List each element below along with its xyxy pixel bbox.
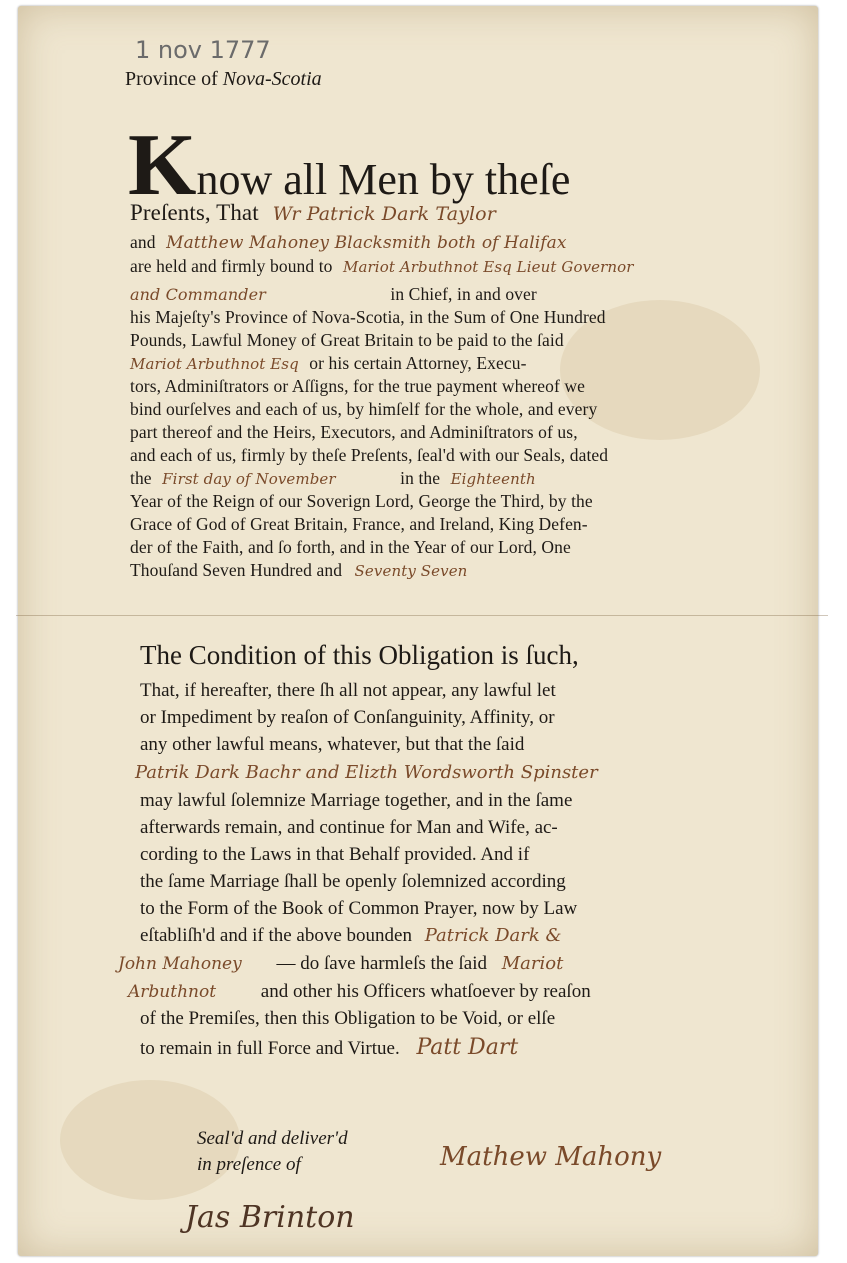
heading-rest: now all Men by theſe <box>196 155 571 204</box>
bond-line <box>130 307 606 328</box>
sealed-line: in preſence of <box>197 1154 301 1175</box>
bond-line <box>130 399 597 420</box>
condition-line <box>140 817 558 839</box>
condition-line <box>140 898 577 920</box>
bond-text: bind ourſelves and each of us, by himſelf for the whole, and every <box>130 399 598 419</box>
bond-line <box>130 284 537 305</box>
condition-line <box>140 925 562 947</box>
bond-line <box>130 537 571 558</box>
bond-text: der of the Faith, and ſo forth, and in the Year of our Lord, One <box>130 537 571 557</box>
archive-note: 1 nov 1777 <box>135 36 271 64</box>
condition-text: any other lawful means, whatever, but that the ſaid <box>140 734 525 755</box>
condition-text: the ſame Marriage ſhall be openly ſolemnized according <box>140 871 566 892</box>
bond-line <box>130 491 593 512</box>
bond-line <box>130 468 536 489</box>
bond-text: Year of the Reign of our Soverign Lord, George the Third, by the <box>130 491 593 511</box>
condition-line <box>140 734 524 756</box>
bond-handwriting: Seventy Seven <box>354 562 468 580</box>
condition-handwriting: Patrik Dark Bachr and Elizth Wordsworth Spinster <box>135 762 598 783</box>
condition-handwriting: John Mahoney <box>118 954 242 974</box>
bond-text: or his certain Attorney, Execu- <box>309 353 527 373</box>
condition-handwriting: Mariot <box>501 953 564 974</box>
bond-line <box>130 422 578 443</box>
condition-text: cording to the Laws in that Behalf provided. And if <box>140 844 530 865</box>
bond-text: Pounds, Lawful Money of Great Britain to be paid to the ſaid <box>130 330 564 350</box>
bond-line <box>130 445 608 466</box>
bond-line <box>130 376 585 397</box>
bond-text: and <box>130 232 156 252</box>
condition-line <box>140 844 529 866</box>
bond-text: the <box>130 468 152 488</box>
condition-text: and other his Officers whatſoever by reaſon <box>260 981 591 1002</box>
bond-text: in the <box>400 468 441 488</box>
bond-line <box>130 232 567 253</box>
condition-line <box>140 1008 555 1030</box>
condition-heading: The Condition of this Obligation is ſuch, <box>140 640 579 670</box>
condition-line <box>128 981 591 1003</box>
signature-witness: Jas Brinton <box>185 1200 355 1235</box>
condition-text: to the Form of the Book of Common Prayer, now by Law <box>140 898 578 919</box>
bond-line <box>130 330 564 351</box>
condition-text: may lawful ſolemnize Marriage together, and in the ſame <box>140 790 573 811</box>
province-label: Province of <box>125 68 223 90</box>
bond-text: Thouſand Seven Hundred and <box>130 560 343 580</box>
bond-line <box>130 560 467 581</box>
heading-initial: K <box>128 117 197 214</box>
bond-handwriting: Mariot Arbuthnot Esq Lieut Governor <box>343 258 634 276</box>
signature-mahony: Mathew Mahony <box>440 1142 662 1172</box>
bond-handwriting: and Commander <box>130 285 266 304</box>
condition-text: afterwards remain, and continue for Man and Wife, ac- <box>140 817 558 838</box>
condition-handwriting: Arbuthnot <box>128 982 217 1002</box>
sealed-line: Seal'd and deliver'd <box>197 1128 348 1149</box>
bond-text: and each of us, firmly by theſe Preſents, ſeal'd with our Seals, dated <box>130 445 609 465</box>
condition-line <box>140 707 555 729</box>
bond-line <box>130 200 496 226</box>
bond-text: Preſents, That <box>130 200 259 225</box>
province-line <box>125 68 322 91</box>
condition-text: eſtabliſh'd and if the above bounden <box>140 925 412 946</box>
bond-handwriting: Mariot Arbuthnot Esq <box>130 355 299 373</box>
condition-line <box>140 871 566 893</box>
fold-line <box>16 615 828 616</box>
bond-handwriting: Eighteenth <box>450 470 536 488</box>
condition-handwriting: Patrick Dark & <box>424 925 562 946</box>
bond-line <box>130 514 588 535</box>
bond-handwriting: Matthew Mahoney Blacksmith both of Halifax <box>166 233 567 253</box>
bond-text: his Majeſty's Province of Nova-Scotia, in the Sum of One Hundred <box>130 307 606 327</box>
bond-line <box>130 353 527 374</box>
condition-text: — do ſave harmleſs the ſaid <box>276 953 487 974</box>
bond-text: part thereof and the Heirs, Executors, and Adminiſtrators of us, <box>130 422 578 442</box>
condition-line <box>140 790 572 812</box>
condition-text: or Impediment by reaſon of Conſanguinity, Affinity, or <box>140 707 555 728</box>
condition-line <box>140 680 556 702</box>
bond-text: tors, Adminiſtrators or Aſſigns, for the true payment whereof we <box>130 376 585 396</box>
condition-text: of the Premiſes, then this Obligation to be Void, or elſe <box>140 1008 556 1029</box>
province-name: Nova-Scotia <box>222 68 322 90</box>
condition-text: That, if hereafter, there ſh all not appear, any lawful let <box>140 680 556 701</box>
bond-handwriting: First day of November <box>162 470 336 488</box>
bond-text: Grace of God of Great Britain, France, and Ireland, King Defen- <box>130 514 588 534</box>
condition-line <box>140 1035 518 1060</box>
bond-text: are held and firmly bound to <box>130 256 333 276</box>
bond-line <box>130 256 634 277</box>
condition-text: to remain in full Force and Virtue. <box>140 1038 400 1059</box>
bond-text: in Chief, in and over <box>390 284 537 304</box>
bond-handwriting: Wr Patrick Dark Taylor <box>272 203 496 225</box>
signature-dark: Patt Dart <box>416 1035 519 1060</box>
condition-line <box>118 953 563 975</box>
